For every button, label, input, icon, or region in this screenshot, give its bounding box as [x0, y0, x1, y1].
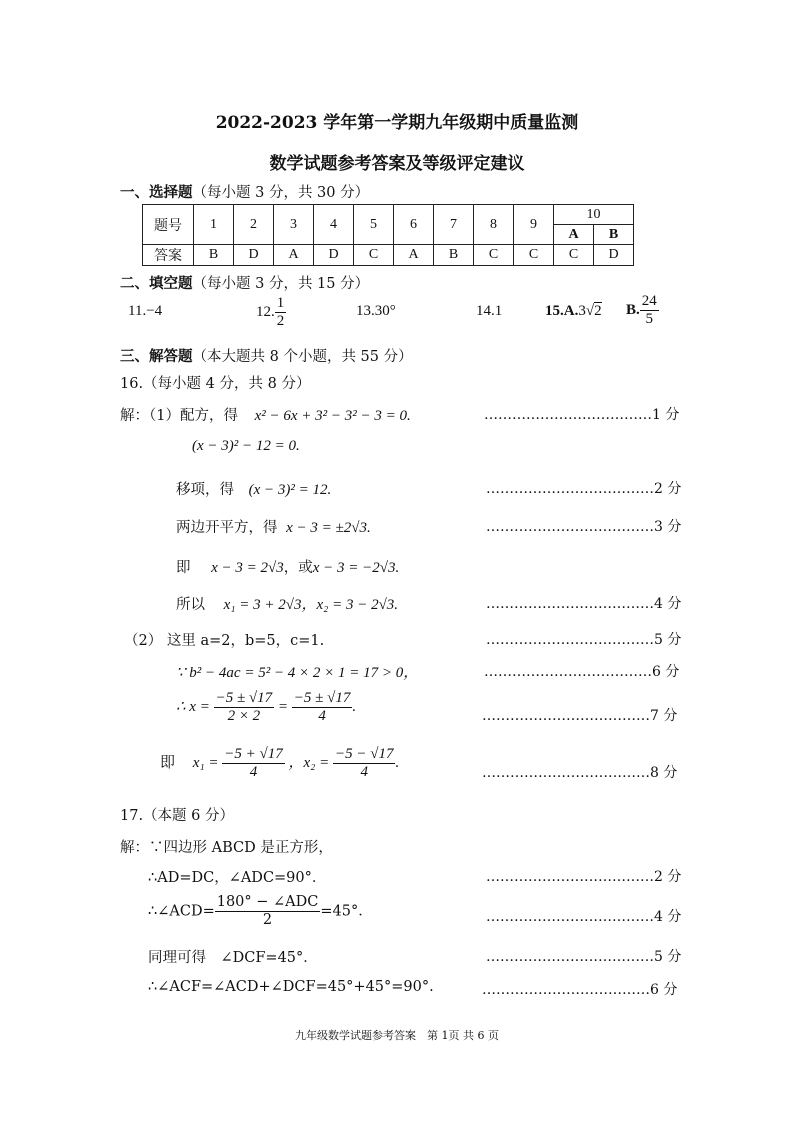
table-row-numbers	[143, 205, 634, 225]
q16-l6-math: x₁ = 3 + 2√3，x₂ = 3 − 2√3.	[223, 597, 399, 613]
table-row-answers	[143, 245, 634, 266]
answer-11: 11.−4	[128, 303, 163, 319]
q16-l1	[120, 404, 411, 425]
fraction-12	[275, 295, 287, 330]
answer-label-cell: 答案	[143, 245, 194, 266]
answer-cell: D	[594, 245, 634, 266]
fraction-l10-2	[333, 746, 395, 781]
q16-l10	[160, 746, 399, 781]
section-choice-label: 一、选择题	[120, 184, 193, 201]
section-solve-label: 三、解答题	[120, 348, 193, 365]
q17-score-2: ………………………………2 分	[486, 869, 682, 885]
header-cell: 题号	[143, 205, 194, 245]
score-5: ………………………………5 分	[486, 632, 682, 648]
fraction-l9-2-num: −5 ± √17	[293, 690, 351, 706]
q16-l5-text: 即	[176, 560, 191, 576]
fraction-q17	[215, 894, 321, 929]
score-3: ………………………………3 分	[486, 519, 682, 535]
q17-l5: ∴∠ACF=∠ACD+∠DCF=45°+45°=90°.	[148, 979, 434, 995]
fraction-l10-2-num: −5 − √17	[335, 746, 394, 762]
q17-score-5: ………………………………5 分	[486, 949, 682, 965]
number-cell: 8	[474, 205, 514, 245]
answer-cell: B	[434, 245, 474, 266]
answer-13: 13.30°	[356, 303, 396, 319]
q16-l5-or: ，或	[283, 560, 313, 576]
number-cell: 9	[514, 205, 554, 245]
section-fill-note: （每小题 3 分，共 15 分）	[192, 276, 370, 292]
number-cell: 3	[274, 205, 314, 245]
q17-l3-pre: ∴∠ACD=	[148, 903, 215, 920]
q16-l5	[176, 556, 399, 577]
answer-cell: C	[554, 245, 594, 266]
q16-l7: （2） 这里 a=2，b=5，c=1.	[124, 633, 325, 649]
fraction-l10-1-num: −5 + √17	[224, 746, 283, 762]
fraction-l9-1-num: −5 ± √17	[215, 690, 273, 706]
answer-14: 14.1	[476, 303, 503, 319]
fraction-l9-2-den: 4	[318, 708, 326, 724]
q16-l1-math: x² − 6x + 3² − 3² − 3 = 0.	[254, 408, 411, 424]
score-1: ………………………………1 分	[484, 407, 680, 423]
fraction-l10-1-den: 4	[249, 764, 258, 780]
q16-l2: (x − 3)² − 12 = 0.	[192, 438, 300, 454]
answer-cell: D	[314, 245, 354, 266]
answer-cell: C	[474, 245, 514, 266]
score-4: ………………………………4 分	[486, 596, 682, 612]
score-2: ………………………………2 分	[486, 481, 682, 497]
fraction-l9-2	[292, 690, 353, 725]
q16-l4-text: 两边开平方，得	[176, 520, 278, 536]
q17-l3	[148, 894, 373, 929]
fraction-15b-den: 5	[645, 311, 654, 327]
answer-15b	[626, 293, 659, 328]
number-cell: 6	[394, 205, 434, 245]
fraction-12-num: 1	[276, 295, 285, 311]
page-title: 2022-2023 学年第一学期九年级期中质量监测	[215, 113, 579, 133]
answer-12	[256, 295, 286, 330]
number-cell: 1	[194, 205, 234, 245]
number-cell: 2	[234, 205, 274, 245]
q16-l9-pre: ∴ x =	[176, 698, 210, 715]
number-cell: 7	[434, 205, 474, 245]
sub-cell-a: A	[554, 225, 594, 245]
q16-l1-text: 解：（1）配方，得	[120, 408, 238, 424]
answer-15a-rad: 2	[594, 303, 602, 319]
answer-cell: A	[394, 245, 434, 266]
q16-l3	[176, 478, 331, 499]
fraction-l9-1-den: 2 × 2	[227, 708, 261, 724]
q17-l1: 解：∵四边形 ABCD 是正方形，	[120, 840, 333, 856]
q16-l10-text: 即	[160, 754, 176, 771]
q16-l6-text: 所以	[176, 597, 205, 613]
number-cell: 5	[354, 205, 394, 245]
q16-l6	[176, 593, 398, 614]
fraction-q17-num: 180° − ∠ADC	[216, 894, 319, 910]
equals-sign: =	[277, 698, 289, 715]
period: .	[395, 754, 400, 771]
fraction-l10-2-den: 4	[360, 764, 368, 780]
q16-l3-text: 移项，得	[176, 482, 234, 498]
q16-l4-math: x − 3 = ±2√3.	[286, 520, 371, 536]
answer-12-prefix: 12.	[256, 303, 275, 320]
answer-15a-prefix: 15.A.	[545, 303, 579, 319]
q16-l10-x1: x₁ =	[192, 754, 219, 771]
answer-cell: A	[274, 245, 314, 266]
q16-l3-math: (x − 3)² = 12.	[248, 482, 332, 498]
q16-l8: ∵ b² − 4ac = 5² − 4 × 2 × 1 = 17 > 0，	[176, 665, 419, 681]
fraction-l10-1	[222, 746, 284, 781]
q17-l3-post: =45°．	[320, 903, 373, 920]
q17-header: 17.（本题 6 分）	[120, 808, 235, 824]
answer-cell: D	[234, 245, 274, 266]
sub-cell-b: B	[594, 225, 634, 245]
fraction-q17-den: 2	[262, 912, 273, 928]
fraction-15b	[640, 293, 659, 328]
answer-cell: C	[354, 245, 394, 266]
fraction-12-den: 2	[276, 313, 285, 329]
q16-header: 16.（每小题 4 分，共 8 分）	[120, 376, 311, 392]
q16-l5-math-a: x − 3 = 2√3	[211, 560, 284, 576]
q16-l5-math-b: x − 3 = −2√3.	[312, 560, 400, 576]
period: .	[352, 698, 357, 715]
number-cell: 4	[314, 205, 354, 245]
fraction-15b-num: 24	[641, 293, 657, 309]
section-solve-note: （本大题共 8 个小题，共 55 分）	[192, 349, 413, 365]
score-7: ………………………………7 分	[482, 708, 678, 724]
section-fill	[120, 272, 369, 293]
section-solve	[120, 345, 413, 366]
q17-score-4: ………………………………4 分	[486, 909, 682, 925]
answer-cell: B	[194, 245, 234, 266]
q17-l4: 同理可得 ∠DCF=45°．	[148, 950, 318, 966]
fraction-l9-1	[214, 690, 275, 725]
score-8: ………………………………8 分	[482, 765, 678, 781]
answer-table	[142, 204, 634, 266]
sqrt-icon: √	[585, 303, 595, 319]
answer-15a-coef: 3	[578, 303, 586, 319]
page-subtitle: 数学试题参考答案及等级评定建议	[269, 154, 525, 174]
q16-l9	[176, 690, 356, 725]
section-fill-label: 二、填空题	[120, 275, 193, 292]
number-cell-10: 10	[554, 205, 634, 225]
q17-l2: ∴AD=DC，∠ADC=90°．	[148, 870, 327, 886]
q16-l4	[176, 516, 371, 537]
answer-15a	[545, 303, 602, 320]
section-choice	[120, 181, 369, 202]
q17-score-6: ………………………………6 分	[482, 982, 678, 998]
page-footer: 九年级数学试题参考答案 第 1页 共 6 页	[295, 1029, 499, 1042]
answer-15b-prefix: B.	[626, 301, 640, 318]
answer-cell: C	[514, 245, 554, 266]
q16-l10-x2: ，x₂ =	[288, 754, 330, 771]
section-choice-note: （每小题 3 分，共 30 分）	[192, 185, 370, 201]
score-6: ………………………………6 分	[484, 664, 680, 680]
